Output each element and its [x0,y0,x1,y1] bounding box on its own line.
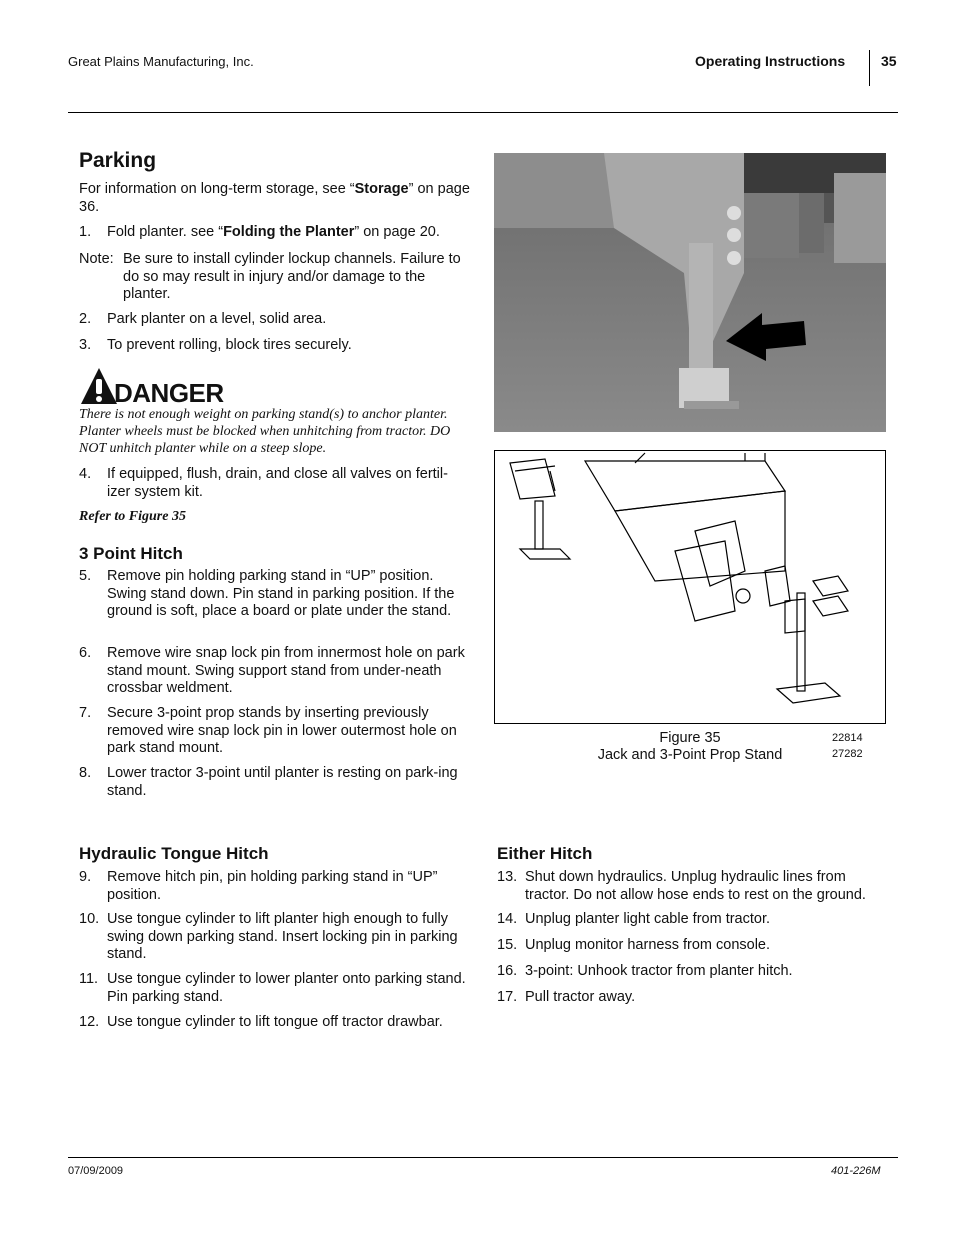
footer-date: 07/09/2009 [68,1165,124,1177]
figure-ref-1: 22814 [832,732,863,744]
hydraulic-title: Hydraulic Tongue Hitch [79,844,269,863]
danger-text: There is not enough weight on parking stand(s) to anchor planter. Planter wheels must be blocked when unhitching from tractor. DO NOT unhitch planter while on a steep slope. [79,407,451,456]
danger-label: DANGER [114,378,224,408]
jack-stand-photo [494,153,886,432]
figure-caption: Jack and 3-Point Prop Stand [597,747,783,763]
refer-figure: Refer to Figure 35 [79,509,186,524]
header-section: Operating Instructions [695,53,846,69]
page-number: 35 [881,53,897,69]
footer-rule [68,1157,898,1158]
figure-ref-2: 27282 [832,748,863,760]
header-divider [869,50,870,86]
prop-stand-drawing [494,450,886,724]
parking-intro: For information on long-term storage, see “Storage” on page 36. [79,181,470,215]
either-title: Either Hitch [497,844,593,863]
header-company: Great Plains Manufacturing, Inc. [68,54,254,69]
figure-label: Figure 35 [659,730,721,746]
parking-title: Parking [79,149,157,172]
three-point-title: 3 Point Hitch [79,544,183,563]
footer-doc-number: 401-226M [831,1165,881,1177]
header-rule [68,112,898,113]
danger-icon [79,366,119,406]
